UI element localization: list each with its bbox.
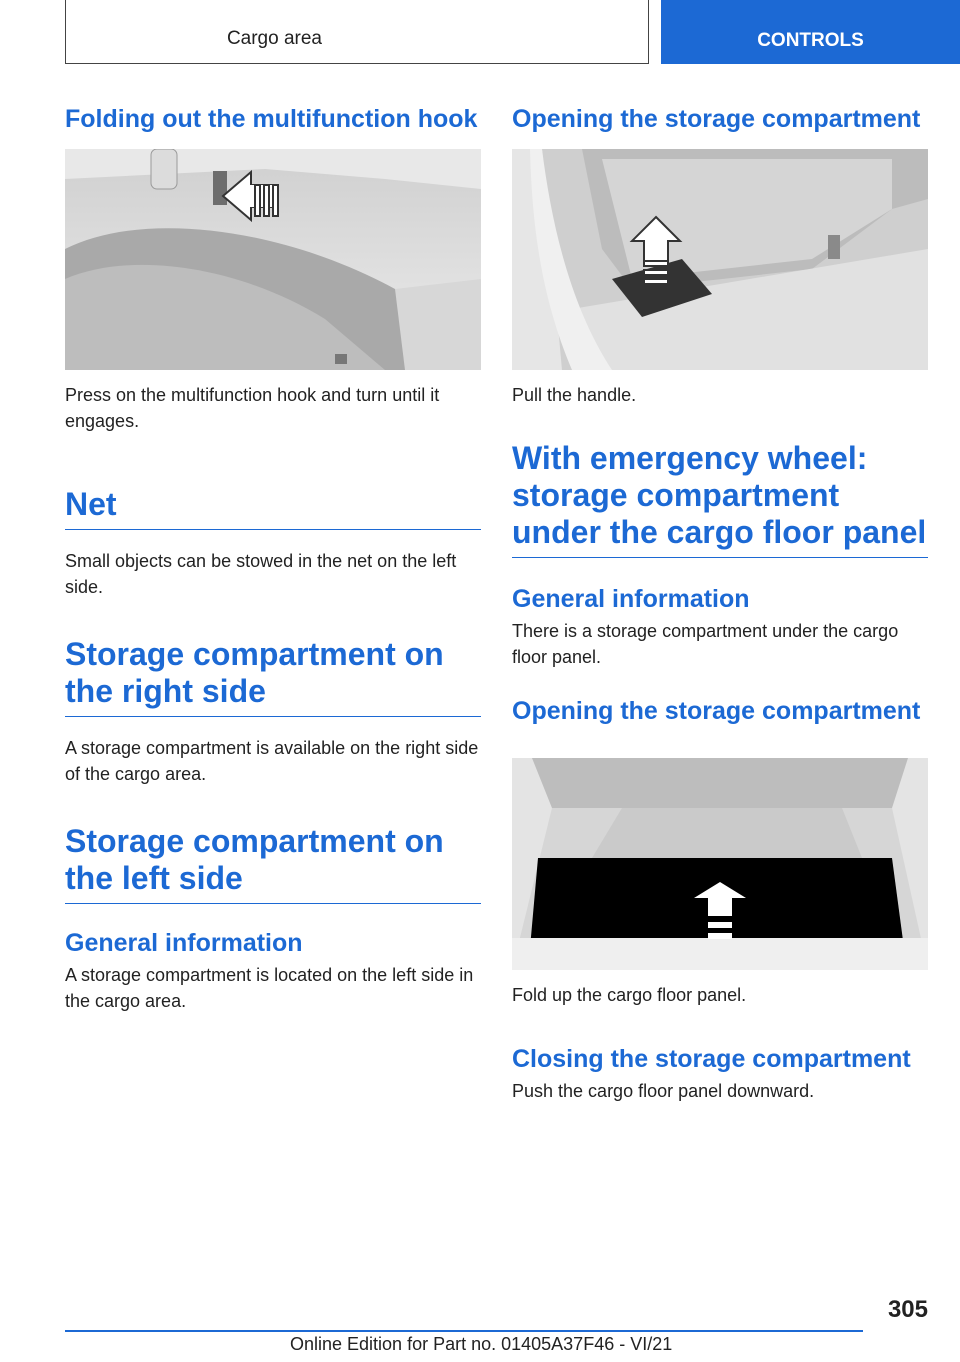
heading-storage-right: Storage compartment on the right side <box>65 636 481 717</box>
right-column <box>512 104 928 1104</box>
heading-closing-storage: Closing the storage compartment <box>512 1045 911 1073</box>
left-column <box>65 104 481 1014</box>
heading-left-general-info: General information <box>65 929 303 957</box>
caption-fold-floor: Fold up the cargo floor panel. <box>512 985 747 1005</box>
caption-pull-handle: Pull the handle. <box>512 385 637 405</box>
heading-folding-hook: Folding out the multifunction hook <box>65 105 478 133</box>
text-net: Small objects can be stowed in the net on the left side. <box>65 551 457 597</box>
handle-illustration <box>512 149 928 370</box>
caption-folding-hook: Press on the multifunction hook and turn until it engages. <box>65 385 440 431</box>
footer-edition: Online Edition for Part no. 01405A37F46 - VI/21 <box>290 1334 673 1354</box>
heading-emergency-wheel: With emergency wheel: storage compartment under the cargo floor panel <box>512 440 928 558</box>
header-frame <box>65 0 649 64</box>
cargo-floor-illustration <box>512 758 928 970</box>
heading-opening-storage: Opening the storage compartment <box>512 105 921 133</box>
heading-net: Net <box>65 486 481 530</box>
hook-illustration <box>65 149 481 370</box>
heading-right-general-info: General information <box>512 585 750 613</box>
footer-divider <box>65 1330 863 1332</box>
header-chapter-tab[interactable]: CONTROLS <box>661 0 960 64</box>
figure-cargo-floor <box>512 758 928 970</box>
heading-opening-storage-2: Opening the storage compartment <box>512 697 921 725</box>
page-number: 305 <box>887 1296 928 1323</box>
heading-storage-left: Storage compartment on the left side <box>65 823 481 904</box>
text-right-general-info: There is a storage compartment under the cargo floor panel. <box>512 621 899 667</box>
header-section-title: Cargo area <box>226 28 322 49</box>
figure-storage-handle <box>512 149 928 370</box>
text-closing-storage: Push the cargo floor panel downward. <box>512 1081 815 1101</box>
text-storage-right: A storage compartment is available on the right side of the cargo area. <box>65 738 479 784</box>
figure-multifunction-hook <box>65 149 481 370</box>
text-left-general-info: A storage compartment is located on the left side in the cargo area. <box>65 965 474 1011</box>
